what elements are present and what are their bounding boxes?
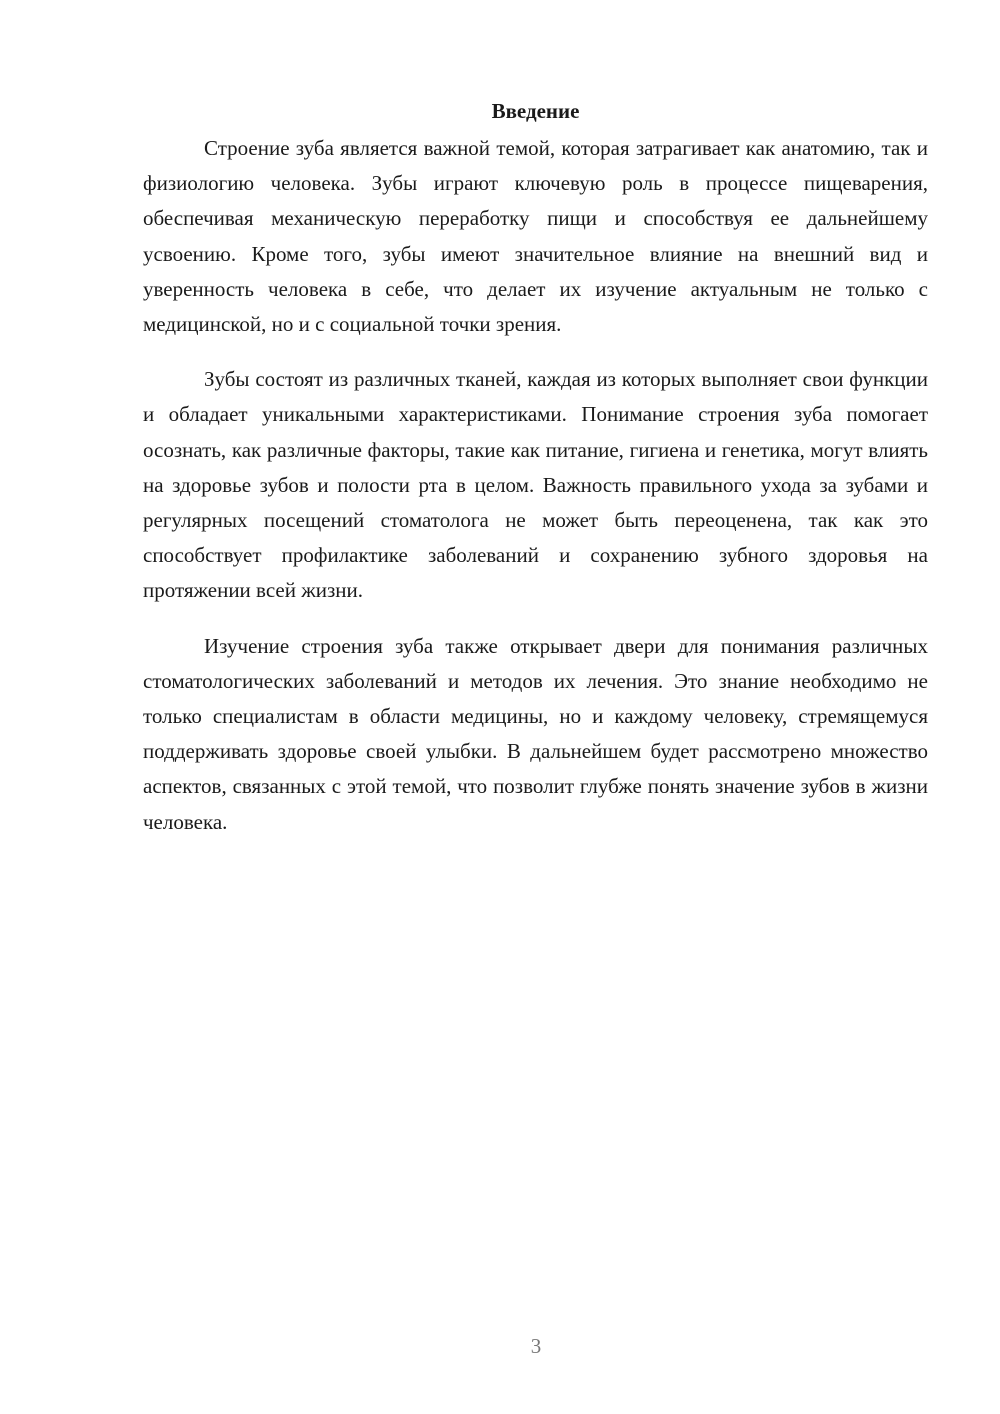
section-heading: Введение (491, 99, 580, 123)
paragraph-2: Зубы состоят из различных тканей, каждая из которых выполняет свои функции и обладает уникальными характеристиками. Понимание строения зуба помогает осознать, как различные факторы, такие как питание, гигиена и генетика, могут влиять на здоровье зубов и полости рта в целом. Важность правильного ухода за зубами и регулярных посещений стоматолога не может быть переоценена, так как это способствует профилактике заболеваний и сохранению зубного здоровья на протяжении всей жизни. (143, 367, 928, 603)
paragraph-1: Строение зуба является важной темой, которая затрагивает как анатомию, так и физиологию человека. Зубы играют ключевую роль в процессе пищеварения, обеспечивая механическую переработку пищи и способствуя ее дальнейшему усвоению. Кроме того, зубы имеют значительное влияние на внешний вид и уверенность человека в себе, что делает их изучение актуальным не только с медицинской, но и с социальной точки зрения. (143, 136, 928, 337)
page-number: 3 (530, 1334, 542, 1358)
paragraph-3: Изучение строения зуба также открывает двери для понимания различных стоматологических заболеваний и методов их лечения. Это знание необходимо не только специалистам в области медицины, но и каждому человеку, стремящемуся поддерживать здоровье своей улыбки. В дальнейшем будет рассмотрено множество аспектов, связанных с этой темой, что позволит глубже понять значение зубов в жизни человека. (143, 633, 928, 834)
page-content (143, 96, 928, 860)
